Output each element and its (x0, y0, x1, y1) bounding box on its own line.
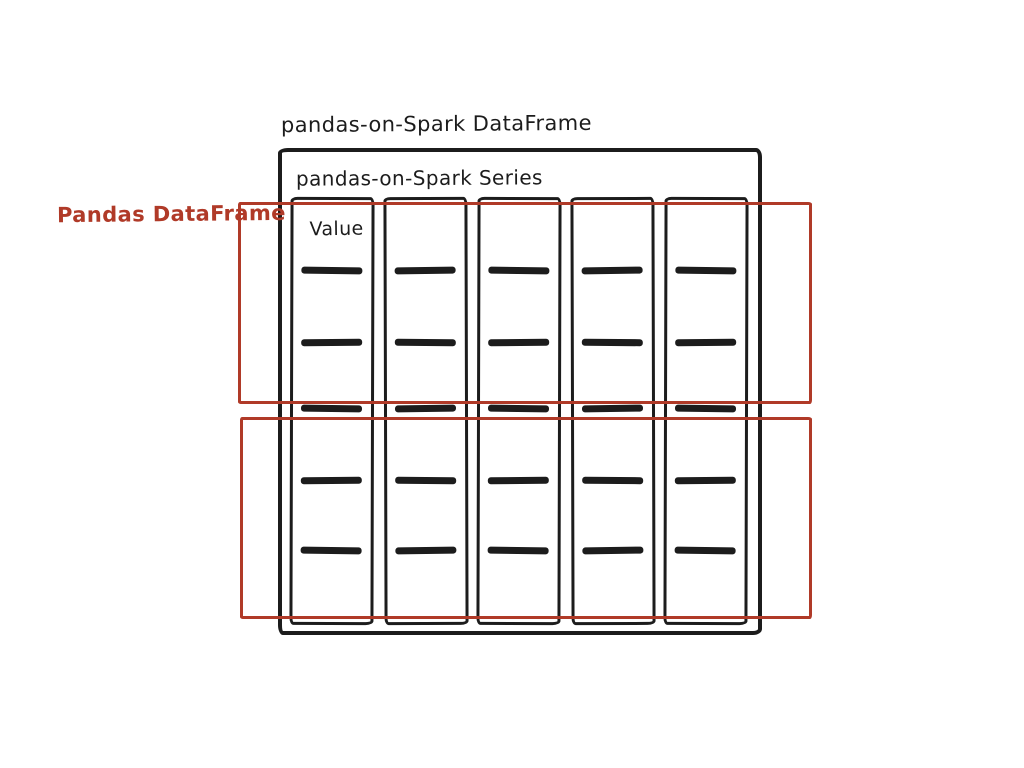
value-placeholder-dash (675, 405, 736, 413)
value-placeholder-dash (488, 267, 549, 275)
value-placeholder-dash (301, 267, 362, 275)
value-placeholder-dash (675, 547, 736, 555)
value-placeholder-dash (488, 339, 549, 347)
value-placeholder-dash (395, 547, 456, 555)
value-placeholder-dash (675, 477, 736, 485)
value-column-header: Value (309, 217, 364, 241)
value-placeholder-dash (488, 477, 549, 485)
value-placeholder-dash (582, 339, 643, 346)
value-placeholder-dash (301, 477, 362, 485)
value-placeholder-dash (301, 547, 362, 555)
value-placeholder-dash (582, 267, 643, 275)
value-placeholder-dash (582, 547, 643, 555)
value-placeholder-dash (675, 267, 736, 275)
value-placeholder-dash (395, 267, 456, 275)
series-column-1 (289, 197, 374, 625)
value-placeholder-dash (301, 405, 362, 413)
series-column-4 (570, 197, 655, 625)
pandas-on-spark-series-label: pandas-on-Spark Series (295, 165, 543, 191)
series-column-2 (383, 197, 468, 625)
value-placeholder-dash (301, 339, 362, 347)
value-placeholder-dash (395, 477, 456, 484)
pandas-on-spark-dataframe-title: pandas-on-Spark DataFrame (280, 110, 593, 138)
value-placeholder-dash (395, 339, 456, 346)
value-placeholder-dash (582, 477, 643, 484)
pandas-dataframe-label: Pandas DataFrame (56, 200, 286, 228)
value-placeholder-dash (488, 405, 549, 413)
value-placeholder-dash (675, 339, 736, 347)
series-column-5 (663, 197, 748, 625)
columns-container (290, 197, 750, 625)
value-placeholder-dash (582, 405, 643, 413)
value-placeholder-dash (488, 547, 549, 555)
value-placeholder-dash (395, 405, 456, 413)
series-column-3 (476, 197, 561, 625)
